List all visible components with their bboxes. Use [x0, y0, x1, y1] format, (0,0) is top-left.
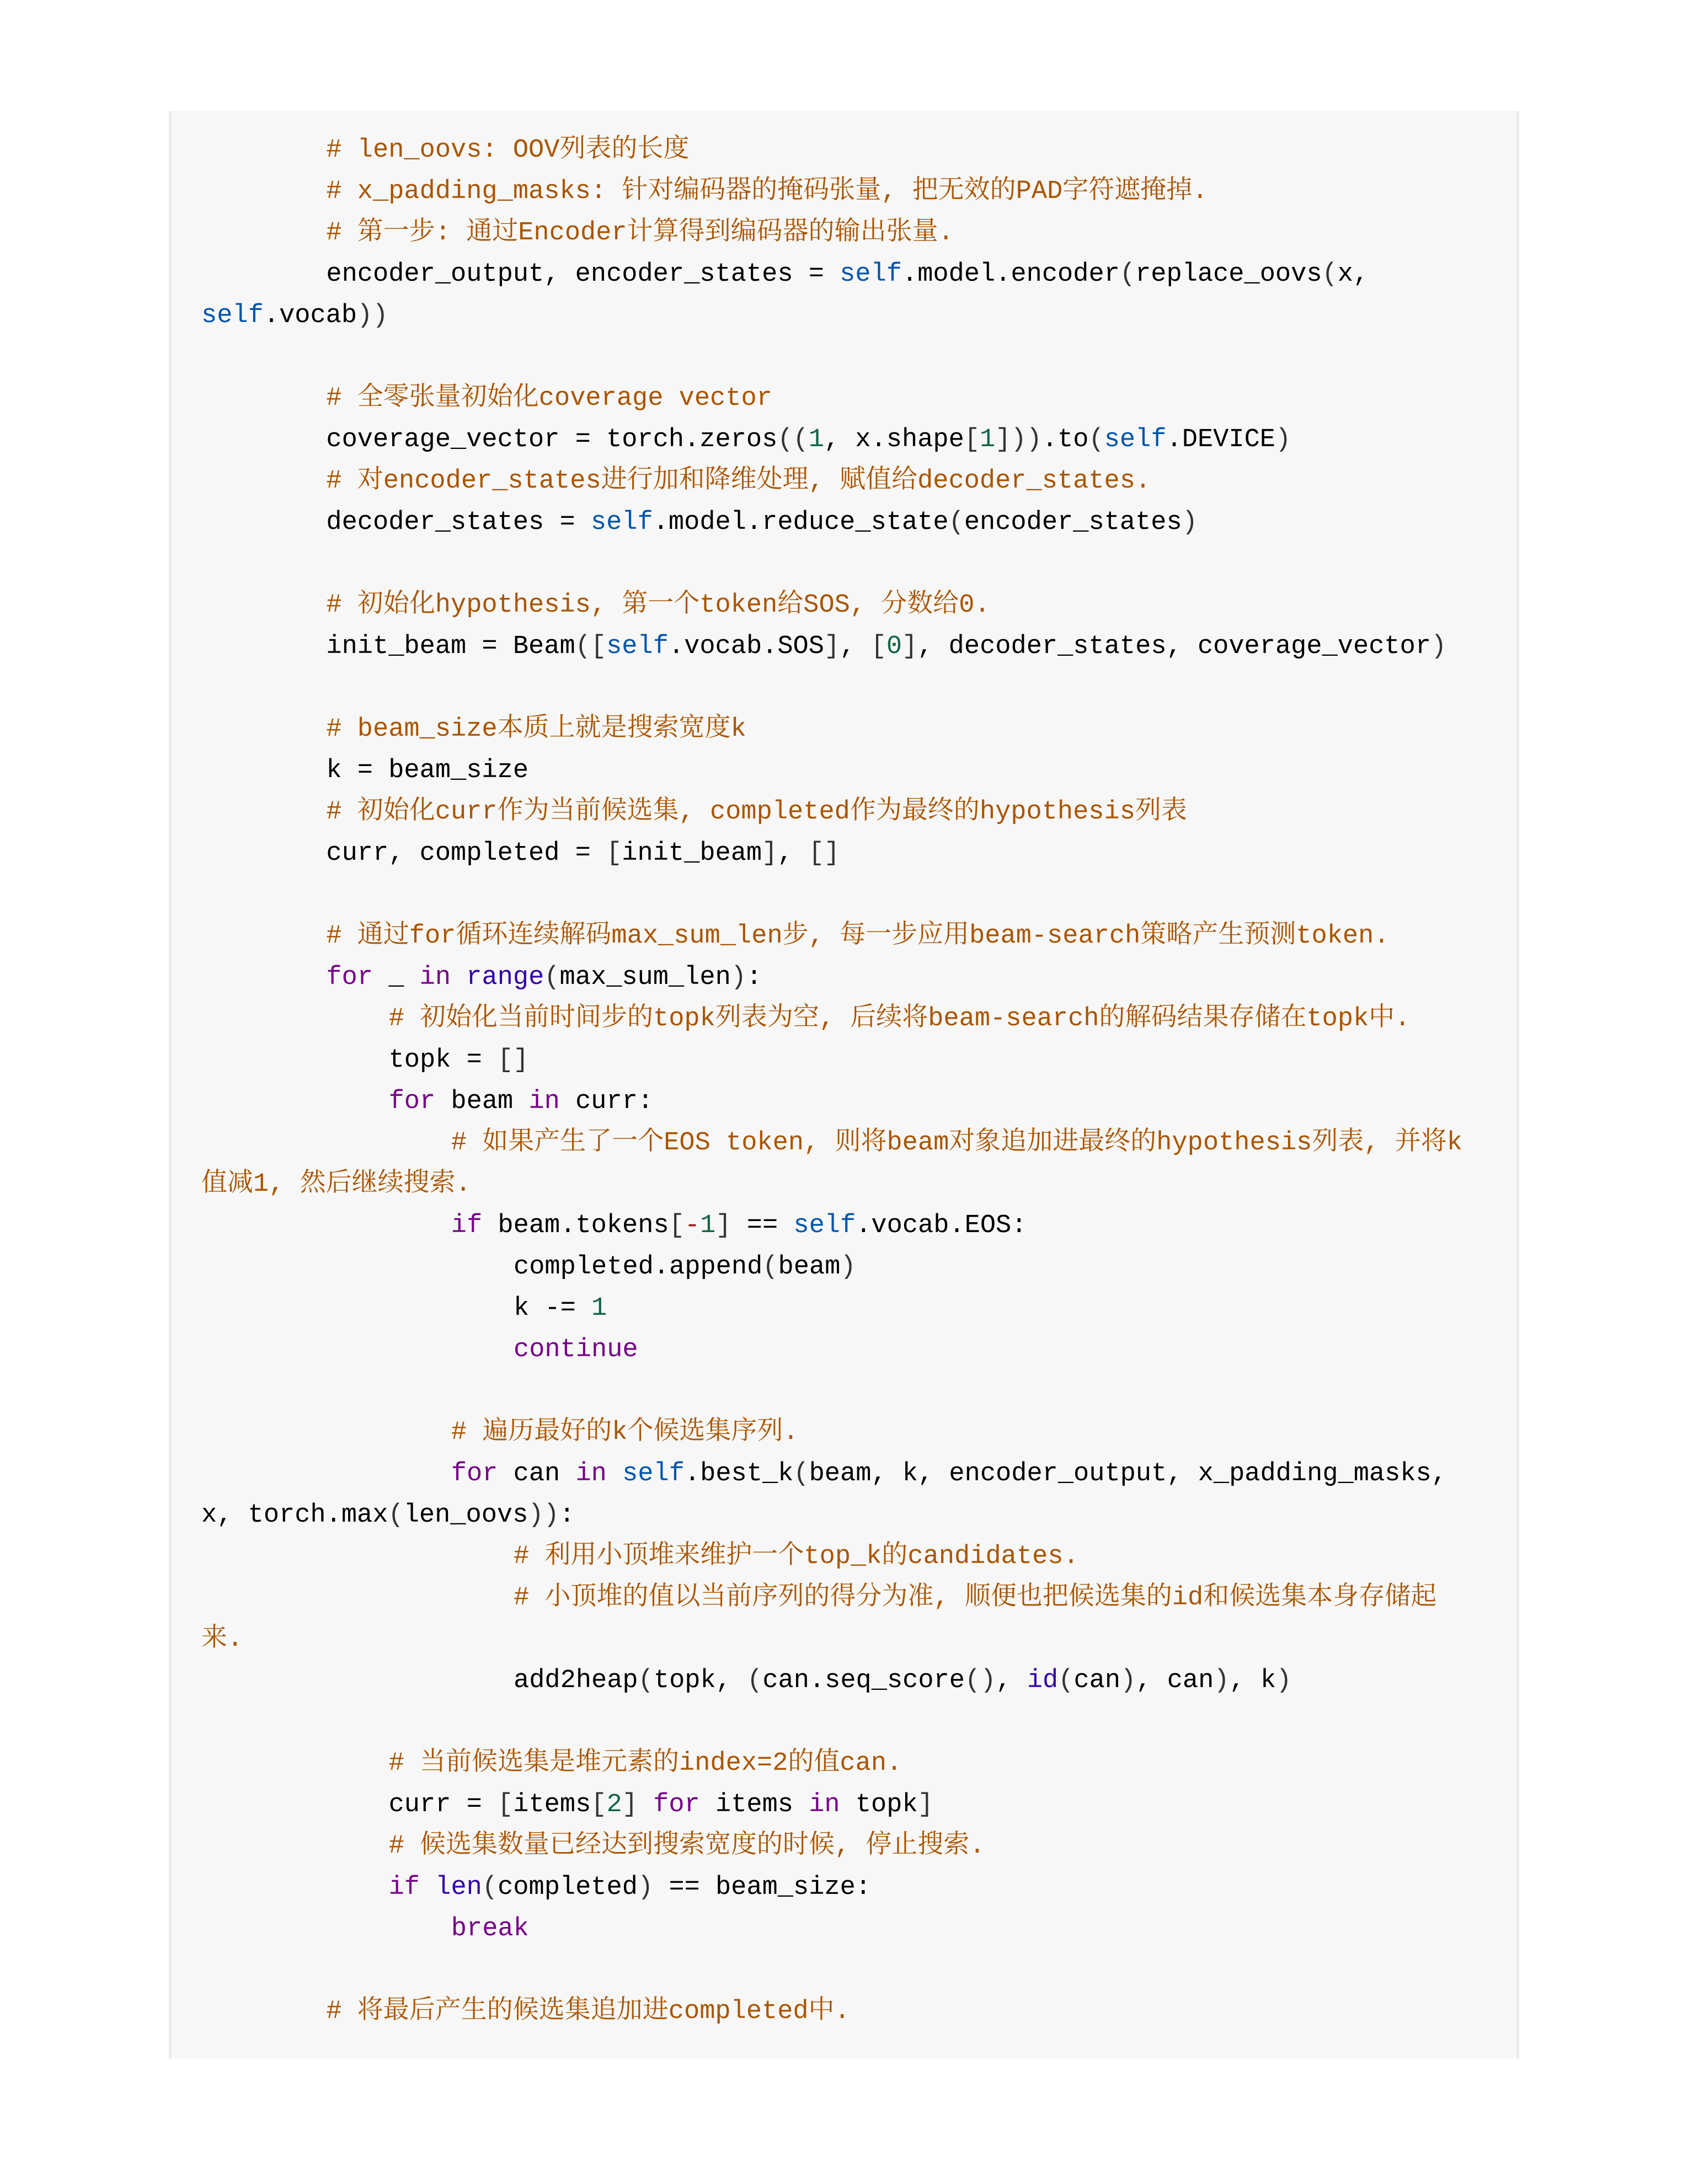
token-plain: [607, 1459, 622, 1489]
code-line: [389, 1081, 654, 1122]
code-line: [326, 171, 1208, 212]
code-line: [201, 1495, 575, 1536]
token-plain: k = beam_size: [326, 756, 529, 785]
token-comment: # 通过for循环连续解码max_sum_len步, 每一步应用beam-search策略产生预测token.: [326, 922, 1390, 951]
token-bracket: ]: [622, 1790, 638, 1819]
token-plain: :: [559, 1501, 575, 1530]
token-plain: can.seq_score: [762, 1666, 965, 1695]
token-bracket: ): [637, 1873, 654, 1902]
token-bracket: [: [606, 839, 622, 868]
token-bracket: (: [544, 963, 560, 992]
token-plain: topk =: [388, 1046, 498, 1075]
token-plain: add2heap: [514, 1666, 638, 1695]
code-line: [514, 1329, 638, 1371]
code-line: [326, 254, 1369, 295]
token-operator: -: [684, 1211, 701, 1240]
code-line: [326, 212, 953, 254]
token-bracket: ): [1275, 425, 1291, 454]
token-plain: .best_k: [684, 1459, 794, 1489]
token-self: self: [606, 632, 669, 661]
token-bracket: [: [498, 1790, 514, 1819]
code-line: [201, 1619, 243, 1660]
token-self: self: [590, 508, 653, 537]
token-bracket: [: [591, 1790, 607, 1819]
token-number: 0: [886, 632, 902, 661]
token-plain: can: [498, 1459, 576, 1489]
token-comment: # 将最后产生的候选集追加进completed中.: [326, 1997, 850, 2026]
token-plain: beam: [435, 1087, 529, 1116]
token-self: self: [840, 260, 902, 289]
token-self: self: [1104, 425, 1167, 454]
token-plain: .model.reduce_state: [653, 508, 949, 537]
code-line: [389, 1040, 529, 1081]
token-bracket: ): [1431, 632, 1447, 661]
token-bracket: (: [482, 1873, 498, 1902]
token-plain: beam: [778, 1252, 841, 1282]
token-plain: encoder_output, encoder_states =: [326, 260, 840, 289]
token-plain: :: [746, 963, 762, 992]
token-comment: # 如果产生了一个EOS token, 则将beam对象追加进最终的hypothesis列表, 并将k: [451, 1128, 1462, 1158]
token-plain: topk: [840, 1790, 918, 1819]
token-bracket: ]: [917, 1790, 933, 1819]
token-bracket: ): [1276, 1666, 1292, 1695]
token-keyword: break: [451, 1914, 529, 1944]
token-plain: max_sum_len: [559, 963, 731, 992]
code-line: [451, 1412, 799, 1453]
token-bracket: []: [808, 839, 840, 868]
token-comment: # 小顶堆的值以当前序列的得分为准, 顺便也把候选集的id和候选集本身存储起: [514, 1583, 1437, 1613]
token-self: self: [793, 1211, 856, 1240]
code-line: [326, 750, 528, 791]
code-line: [326, 957, 762, 998]
token-plain: items: [513, 1790, 591, 1819]
code-line: [326, 419, 1291, 461]
code-line: [326, 1991, 850, 2032]
token-plain: replace_oovs: [1135, 260, 1322, 289]
code-line: [201, 1164, 471, 1205]
token-plain: , k: [1229, 1666, 1276, 1695]
code-line: [451, 1908, 529, 1950]
token-bracket: ]: [715, 1211, 731, 1240]
token-number: 1: [700, 1211, 716, 1240]
token-plain: [451, 963, 466, 992]
token-plain: .vocab.EOS:: [856, 1211, 1027, 1240]
code-line: [514, 1577, 1436, 1619]
token-comment: # 当前候选集是堆元素的index=2的值can.: [388, 1749, 902, 1778]
token-keyword: if: [451, 1211, 483, 1240]
code-line: [326, 626, 1446, 667]
token-bracket: (: [793, 1459, 809, 1489]
token-plain: curr:: [559, 1087, 654, 1116]
token-comment: # beam_size本质上就是搜索宽度k: [326, 715, 746, 744]
token-plain: curr =: [388, 1790, 498, 1819]
code-line: [326, 461, 1151, 502]
token-bracket: [: [669, 1211, 685, 1240]
token-plain: , can: [1136, 1666, 1214, 1695]
token-comment: # 对encoder_states进行加和降维处理, 赋值给decoder_states.: [326, 467, 1151, 496]
code-line: [326, 833, 840, 874]
code-line: [326, 378, 772, 419]
token-keyword: if: [388, 1873, 420, 1902]
token-bracket: (: [1119, 260, 1136, 289]
code-line: [326, 585, 990, 626]
token-bracket: [: [964, 425, 980, 454]
token-keyword: in: [575, 1459, 607, 1489]
token-comment: # 候选集数量已经达到搜索宽度的时候, 停止搜索.: [388, 1832, 985, 1861]
token-number: 1: [591, 1294, 607, 1323]
token-keyword: in: [809, 1790, 840, 1819]
token-comment: 来.: [201, 1625, 243, 1654]
token-comment: # 初始化hypothesis, 第一个token给SOS, 分数给0.: [326, 591, 990, 620]
code-line: [389, 1784, 933, 1826]
token-plain: curr, completed =: [326, 839, 607, 868]
token-plain: completed.append: [514, 1252, 763, 1282]
token-bracket: (: [1322, 260, 1338, 289]
token-comment: # 遍历最好的k个候选集序列.: [451, 1418, 799, 1447]
code-line: [389, 1826, 985, 1867]
token-comment: # 利用小顶堆来维护一个top_k的candidates.: [514, 1542, 1079, 1571]
token-bracket: ]: [762, 839, 778, 868]
token-bracket: (: [388, 1501, 404, 1530]
token-keyword: for: [451, 1459, 498, 1489]
token-bracket: (: [638, 1666, 654, 1695]
token-plain: items: [699, 1790, 809, 1819]
token-keyword: in: [528, 1087, 560, 1116]
token-bracket: [: [870, 632, 886, 661]
code-line: [514, 1536, 1079, 1577]
code-line: [201, 295, 388, 336]
token-plain: , x.shape: [824, 425, 964, 454]
token-plain: , decoder_states, coverage_vector: [917, 632, 1431, 661]
token-plain: init_beam = Beam: [326, 632, 575, 661]
code-line: [514, 1660, 1291, 1701]
token-plain: .model.encoder: [901, 260, 1120, 289]
token-plain: == beam_size:: [653, 1873, 872, 1902]
token-bracket: (: [762, 1252, 778, 1282]
token-plain: ,: [777, 839, 809, 868]
token-bracket: )): [528, 1501, 559, 1530]
code-line: [326, 709, 746, 750]
token-bracket: )): [357, 301, 388, 330]
token-plain: can: [1073, 1666, 1121, 1695]
token-plain: len_oovs: [403, 1501, 528, 1530]
code-line: [389, 998, 1411, 1040]
token-plain: [420, 1873, 435, 1902]
code-line: [389, 1867, 871, 1908]
token-plain: coverage_vector = torch.zeros: [326, 425, 778, 454]
token-self: self: [201, 301, 264, 330]
token-plain: .DEVICE: [1166, 425, 1275, 454]
token-plain: .vocab.SOS: [668, 632, 824, 661]
token-builtin: len: [435, 1873, 482, 1902]
code-line: [326, 130, 689, 171]
token-keyword: for: [388, 1087, 436, 1116]
token-plain: beam, k, encoder_output, x_padding_masks,: [809, 1459, 1447, 1489]
code-line: [326, 502, 1198, 543]
token-keyword: for: [653, 1790, 700, 1819]
token-plain: [638, 1790, 653, 1819]
token-plain: x, torch.max: [201, 1501, 388, 1530]
token-bracket: (: [1088, 425, 1104, 454]
token-comment: # 初始化curr作为当前候选集, completed作为最终的hypothesis列表: [326, 797, 1187, 827]
code-line: [389, 1743, 902, 1784]
token-plain: encoder_states: [964, 508, 1182, 537]
token-bracket: ]: [902, 632, 918, 661]
token-comment: # 全零张量初始化coverage vector: [326, 384, 772, 413]
token-number: 1: [980, 425, 996, 454]
token-plain: .to: [1041, 425, 1089, 454]
token-plain: completed: [498, 1873, 638, 1902]
token-bracket: (: [948, 508, 964, 537]
token-plain: init_beam: [622, 839, 762, 868]
code-line: [514, 1246, 856, 1288]
token-comment: # 第一步: 通过Encoder计算得到编码器的输出张量.: [326, 218, 954, 248]
token-bracket: ): [1214, 1666, 1230, 1695]
token-number: 2: [606, 1790, 622, 1819]
token-bracket: ): [840, 1252, 856, 1282]
token-bracket: (: [1058, 1666, 1074, 1695]
token-keyword: in: [419, 963, 451, 992]
code-line: [326, 791, 1187, 833]
token-bracket: (: [747, 1666, 763, 1695]
token-comment: # 初始化当前时间步的topk列表为空, 后续将beam-search的解码结果存储在topk中.: [388, 1004, 1411, 1034]
token-number: 1: [808, 425, 824, 454]
token-self: self: [622, 1459, 685, 1489]
token-builtin: id: [1027, 1666, 1059, 1695]
token-keyword: continue: [514, 1335, 638, 1364]
token-plain: ==: [731, 1211, 794, 1240]
token-plain: ,: [840, 632, 871, 661]
token-bracket: ): [1120, 1666, 1136, 1695]
token-bracket: ]: [824, 632, 840, 661]
code-line: [326, 916, 1389, 957]
token-plain: ,: [996, 1666, 1027, 1695]
token-keyword: for: [326, 963, 373, 992]
token-plain: topk,: [653, 1666, 747, 1695]
code-line: [514, 1288, 607, 1329]
code-line: [451, 1205, 1027, 1246]
token-bracket: ): [730, 963, 747, 992]
token-bracket: ): [1182, 508, 1198, 537]
token-plain: decoder_states =: [326, 508, 591, 537]
token-bracket: (): [964, 1666, 996, 1695]
token-plain: x,: [1337, 260, 1369, 289]
token-comment: # len_oovs: OOV列表的长度: [326, 136, 690, 165]
token-builtin: range: [466, 963, 544, 992]
token-plain: _: [373, 963, 420, 992]
token-plain: k -=: [514, 1294, 592, 1323]
token-comment: # x_padding_masks: 针对编码器的掩码张量, 把无效的PAD字符遮掩掉.: [326, 177, 1208, 206]
code-line: [451, 1453, 1447, 1495]
token-comment: 值减1, 然后继续搜索.: [201, 1170, 471, 1199]
token-bracket: ])): [995, 425, 1042, 454]
token-plain: .vocab: [263, 301, 357, 330]
token-bracket: ((: [777, 425, 809, 454]
token-bracket: ([: [575, 632, 607, 661]
token-bracket: []: [498, 1046, 529, 1075]
token-plain: beam.tokens: [482, 1211, 669, 1240]
code-block: [169, 111, 1519, 2059]
code-line: [451, 1122, 1462, 1164]
